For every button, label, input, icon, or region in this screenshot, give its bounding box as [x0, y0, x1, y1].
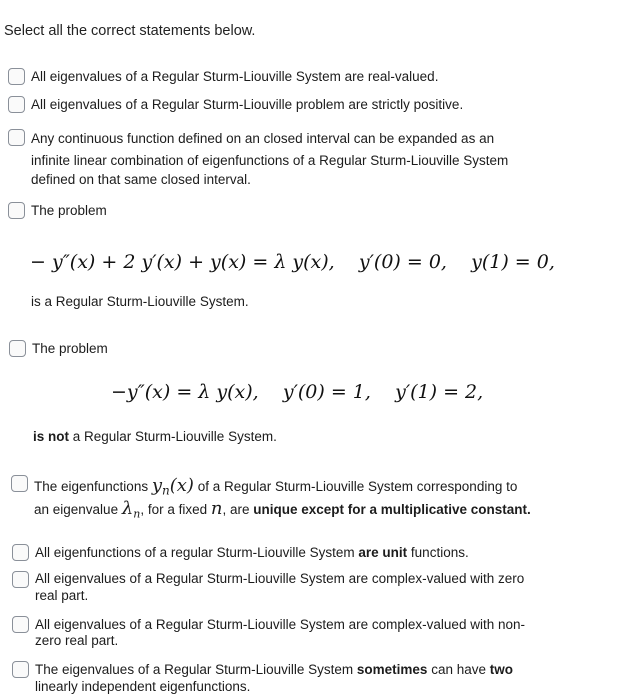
- option-label-line-1: All eigenvalues of a Regular Sturm-Liouville System are complex-valued with non-: [35, 617, 525, 632]
- option-problem-2[interactable]: [9, 339, 609, 361]
- option-label-line-1: Any continuous function defined on an closed interval can be expanded as an: [31, 131, 495, 146]
- subscript-n: n: [162, 483, 170, 498]
- option-zero-real-part[interactable]: [12, 566, 612, 608]
- option-label: All eigenvalues of a Regular Sturm-Liouville problem are strictly positive.: [31, 97, 464, 112]
- option-checkbox[interactable]: [8, 68, 25, 85]
- label-text: The eigenfunctions: [34, 479, 152, 494]
- emphasis-unique: unique except for a multiplicative constant.: [253, 502, 531, 517]
- option-label-line-2: [34, 499, 531, 525]
- option-label-line-2: zero real part.: [35, 633, 119, 648]
- symbol-lambda: λ: [121, 498, 134, 519]
- option-checkbox[interactable]: [8, 96, 25, 113]
- option-checkbox[interactable]: [8, 202, 25, 219]
- option-problem-1[interactable]: [8, 201, 608, 223]
- option-label: [35, 543, 469, 563]
- option-positive-eigenvalues[interactable]: [8, 95, 608, 117]
- option-label-line-1: [34, 476, 517, 501]
- label-text: , are: [222, 502, 254, 517]
- equation-problem-2: −y″(x) = λ y(x), y′(0) = 1, y′(1) = 2,: [111, 381, 484, 403]
- symbol-x-arg: (x): [169, 475, 194, 496]
- symbol-y: y: [151, 475, 163, 496]
- emphasis-is-not: is not: [33, 429, 69, 444]
- option-label-line-2: infinite linear combination of eigenfunctions of a Regular Sturm-Liouville System: [31, 153, 509, 168]
- option-problem-2-conclusion: [33, 429, 277, 444]
- label-text: can have: [427, 662, 490, 677]
- option-two-eigenfunctions[interactable]: [12, 658, 612, 700]
- option-real-eigenvalues[interactable]: [8, 67, 608, 89]
- emphasis-two: two: [489, 662, 513, 677]
- option-checkbox[interactable]: [9, 340, 26, 357]
- label-text: , for a fixed: [140, 502, 211, 517]
- subscript-n: n: [133, 507, 141, 521]
- emphasis-sometimes: sometimes: [356, 662, 428, 677]
- option-unit-eigenfunctions[interactable]: [12, 543, 612, 565]
- option-label-line-3: defined on that same closed interval.: [31, 172, 251, 187]
- option-checkbox[interactable]: [8, 129, 25, 146]
- option-eigenfunction-expansion[interactable]: [8, 124, 608, 190]
- option-nonzero-real-part[interactable]: [12, 613, 612, 655]
- conclusion-rest: a Regular Sturm-Liouville System.: [69, 429, 277, 444]
- option-checkbox[interactable]: [11, 475, 28, 492]
- question-prompt: Select all the correct statements below.: [4, 23, 256, 39]
- equation-problem-1: − y″(x) + 2 y′(x) + y(x) = λ y(x), y′(0) = 0, y(1) = 0,: [30, 251, 555, 273]
- option-label-line-2: real part.: [35, 588, 89, 603]
- label-text: an eigenvalue: [34, 502, 122, 517]
- option-problem-1-conclusion: is a Regular Sturm-Liouville System.: [31, 294, 249, 309]
- emphasis-are-unit: are unit: [358, 545, 408, 560]
- option-label: The problem: [32, 341, 108, 356]
- option-checkbox[interactable]: [12, 616, 29, 633]
- option-checkbox[interactable]: [12, 544, 29, 561]
- option-label-line-2: linearly independent eigenfunctions.: [35, 679, 251, 694]
- option-label: The problem: [31, 203, 107, 218]
- label-text: functions.: [407, 545, 469, 560]
- option-checkbox[interactable]: [12, 661, 29, 678]
- symbol-n: n: [210, 498, 223, 519]
- option-label: All eigenvalues of a Regular Sturm-Liouville System are real-valued.: [31, 69, 439, 84]
- label-text: of a Regular Sturm-Liouville System corresponding to: [193, 479, 518, 494]
- option-label-line-1: All eigenvalues of a Regular Sturm-Liouville System are complex-valued with zero: [35, 571, 525, 586]
- label-text: The eigenvalues of a Regular Sturm-Liouville System: [35, 662, 357, 677]
- option-checkbox[interactable]: [12, 571, 29, 588]
- label-text: All eigenfunctions of a regular Sturm-Liouville System: [35, 545, 359, 560]
- option-unique-eigenfunctions[interactable]: [11, 472, 611, 522]
